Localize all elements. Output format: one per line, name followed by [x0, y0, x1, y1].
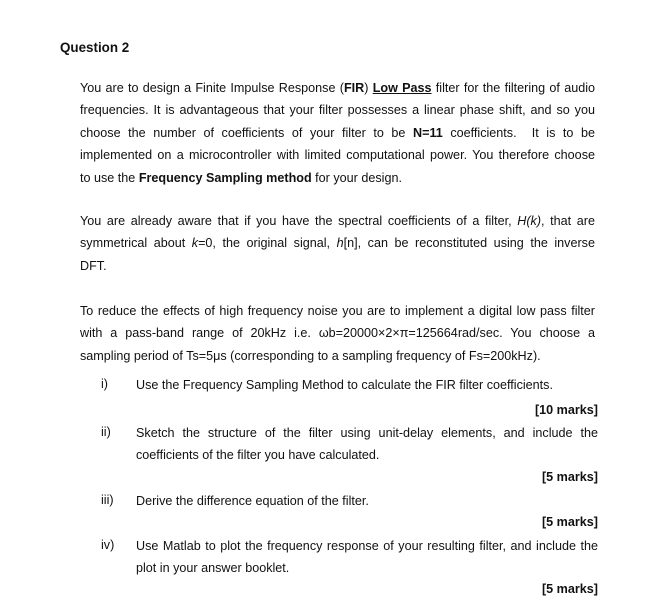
para3-line3: sampling period of Ts=5μs (corresponding to a sampling frequency of Fs=200kHz).: [80, 348, 541, 363]
item-number: ii): [101, 425, 111, 439]
item-number: iii): [101, 493, 114, 507]
para2-line3: DFT.: [80, 258, 107, 273]
para1-line2: frequencies. It is advantageous that your filter possesses a linear phase shift, and so you: [80, 103, 595, 118]
item-text: Sketch the structure of the filter using unit-delay elements, and include the coefficients of the filter you have calculated.: [136, 426, 598, 463]
item-number: i): [101, 377, 108, 391]
item-text: Derive the difference equation of the filter.: [136, 494, 369, 508]
para1-line3: choose the number of coefficients of your filter to be N=11 coefficients. It is to be: [80, 125, 595, 140]
para3-line1: To reduce the effects of high frequency noise you are to implement a digital low pass filter: [80, 304, 595, 318]
paragraph-intro: [80, 77, 595, 189]
para1-line1: You are to design a Finite Impulse Response (FIR) Low Pass filter for the filtering of audio: [80, 81, 596, 95]
item-text: Use the Frequency Sampling Method to calculate the FIR filter coefficients.: [136, 378, 553, 392]
para2-line1: You are already aware that if you have the spectral coefficients of a filter, H(k), that are: [80, 214, 595, 228]
paragraph-dft: [80, 210, 595, 277]
para1-line4: implemented on a microcontroller with limited computational power. You therefore choose: [80, 148, 595, 163]
para3-line2: with a pass-band range of 20kHz i.e. ωb=20000×2×π=125664rad/sec. You choose a: [80, 326, 595, 341]
marks-label: [5 marks]: [541, 582, 598, 596]
marks-label: [5 marks]: [541, 515, 598, 529]
marks-label: [10 marks]: [534, 403, 598, 417]
item-text: Use Matlab to plot the frequency response of your resulting filter, and include the plot in your answer booklet.: [136, 539, 598, 576]
marks-label: [5 marks]: [541, 470, 598, 484]
para2-line2: symmetrical about k=0, the original signal, h[n], can be reconstituted using the inverse: [80, 236, 595, 251]
para1-line5: to use the Frequency Sampling method for your design.: [80, 170, 402, 185]
item-number: iv): [101, 538, 115, 552]
paragraph-noise: [80, 300, 595, 367]
question-title: Question 2: [60, 40, 130, 55]
